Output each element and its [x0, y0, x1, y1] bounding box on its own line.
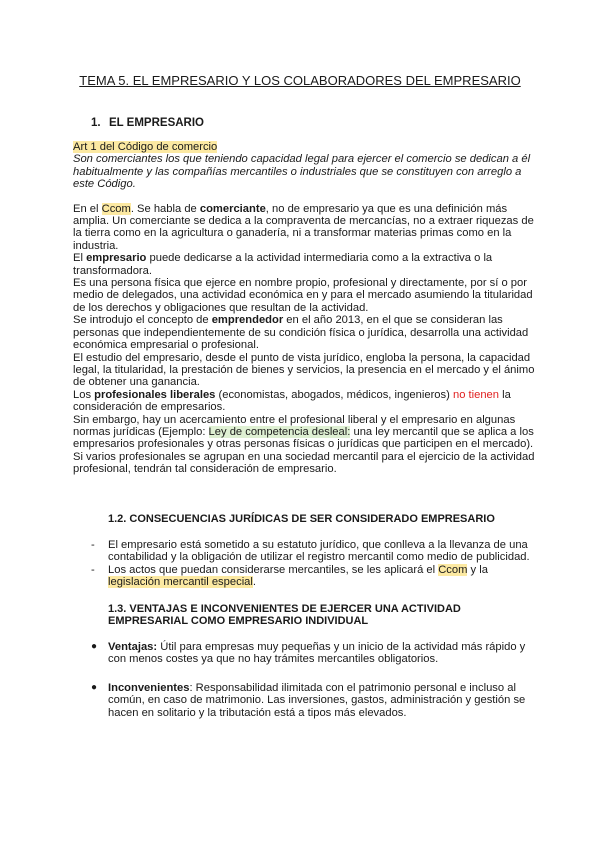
text-fragment: Se introdujo el concepto de — [73, 314, 212, 327]
section-number: 1. — [91, 117, 101, 129]
no-tienen-red-text: no tienen — [452, 388, 500, 401]
paragraph-comerciante — [73, 203, 535, 253]
list-item-text: El empresario está sometido a su estatuto jurídico, que conlleva a la llevanza de una contabilidad y la obligación de utilizar el registro mercantil como medio de publicidad. — [108, 539, 530, 564]
list-item — [91, 564, 535, 589]
text-fragment: En el — [73, 202, 102, 215]
paragraph-emprendedor — [73, 314, 535, 351]
term-comerciante: comerciante — [199, 202, 266, 215]
ventajas-list — [91, 641, 535, 719]
ley-competencia-highlight: Ley de competencia desleal: — [208, 425, 351, 438]
article-reference — [73, 141, 535, 153]
term-empresario: empresario — [86, 252, 147, 265]
legislacion-highlight: legislación mercantil especial — [108, 576, 253, 589]
article-quote: Son comerciantes los que teniendo capacidad legal para ejercer el comercio se dedican a él habitualmente y las compañías mercantiles o industriales que se constituyen con arreglo a este Código. — [73, 153, 531, 191]
bullet-marker: ● — [91, 641, 98, 652]
term-emprendedor: emprendedor — [211, 314, 284, 327]
text-fragment: Los — [73, 388, 95, 401]
text-fragment: Los actos que puedan considerarse mercantiles, se les aplicará el — [108, 563, 439, 576]
section-heading-ventajas: 1.3. VENTAJAS E INCONVENIENTES DE EJERCER UNA ACTIVIDAD EMPRESARIAL COMO EMPRESARIO INDIVIDUAL — [108, 603, 461, 628]
list-item — [91, 682, 535, 719]
text-fragment: (economistas, abogados, médicos, ingenieros) — [215, 388, 453, 401]
ventajas-text: Útil para empresas muy pequeñas y un inicio de la actividad más rápido y con menos costes ya que no hay trámites mercantiles obligatorios. — [108, 641, 526, 666]
paragraph-estudio: El estudio del empresario, desde el punto de vista jurídico, engloba la persona, la capacidad legal, la titularidad, la prestación de bienes y servicios, la presencia en el mercado y el ánimo de obtener una ganancia. — [73, 351, 535, 389]
ccom-highlight: Ccom — [438, 563, 468, 576]
inconvenientes-text: : Responsabilidad ilimitada con el patrimonio personal e incluso al común, en caso de matrimonio. Las inversiones, gastos, administración y gestión se hacen en solitario y la tributación está a tipos más elevados. — [108, 681, 526, 719]
text-fragment: El — [73, 252, 87, 265]
text-fragment: la consideración de empresarios. — [73, 388, 511, 414]
paragraph-acercamiento — [73, 414, 535, 451]
spacer — [73, 191, 535, 203]
dash-marker: - — [91, 563, 95, 576]
document-title: TEMA 5. EL EMPRESARIO Y LOS COLABORADORES DEL EMPRESARIO — [79, 73, 521, 88]
paragraph-empresario — [73, 252, 535, 277]
text-fragment: , no de empresario ya que es una definición más amplia. Un comerciante se dedica a la compraventa de mercancías, no a extraer riquezas de la tierra como en la agricultura o ganadería, ni a transformar materias primas como en la industria. — [73, 202, 534, 252]
text-fragment: . — [252, 576, 256, 589]
paragraph-sociedad: Si varios profesionales se agrupan en una sociedad mercantil para el ejercicio de la actividad profesional, tendrán tal consideración de empresario. — [73, 450, 535, 476]
text-fragment: puede dedicarse a la actividad intermediaria como a la extractiva o la transformadora. — [73, 252, 493, 277]
dash-marker: - — [91, 539, 95, 551]
text-fragment: Sin embargo, hay un acercamiento entre el profesional liberal y el empresario en algunas normas jurídicas (Ejemplo: — [73, 413, 516, 438]
paragraph-profesionales — [73, 389, 535, 414]
list-item — [91, 641, 535, 666]
consecuencias-list — [91, 539, 535, 589]
main-body — [73, 141, 535, 476]
section-heading-empresario — [91, 117, 204, 129]
paragraph-persona-fisica: Es una persona física que ejerce en nombre propio, profesional y directamente, por sí o por medio de delegados, una actividad económica en y para el mercado asumiendo la titularidad de los derechos y obligaciones que resultan de la actividad. — [73, 277, 533, 314]
term-profesionales-liberales: profesionales liberales — [94, 388, 216, 401]
list-item — [91, 539, 535, 564]
text-fragment: . Se habla de — [130, 202, 200, 215]
inconvenientes-label: Inconvenientes — [108, 681, 190, 694]
article-label: Art 1 del Código de comercio — [73, 141, 218, 153]
section-label: EL EMPRESARIO — [109, 117, 204, 129]
text-fragment: en el año 2013, en el que se consideran las personas que independientemente de su condición física o jurídica, desarrolla una actividad económica empresarial o profesional. — [73, 314, 529, 352]
ccom-highlight: Ccom — [101, 202, 131, 215]
text-fragment: y la — [467, 563, 488, 576]
section-heading-consecuencias: 1.2. CONSECUENCIAS JURÍDICAS DE SER CONSIDERADO EMPRESARIO — [108, 513, 495, 525]
bullet-marker: ● — [91, 681, 98, 693]
text-fragment: una ley mercantil que se aplica a los empresarios profesionales y otras personas físicas o jurídicas que participen en el mercado). — [73, 425, 534, 451]
ventajas-label: Ventajas: — [108, 641, 158, 653]
